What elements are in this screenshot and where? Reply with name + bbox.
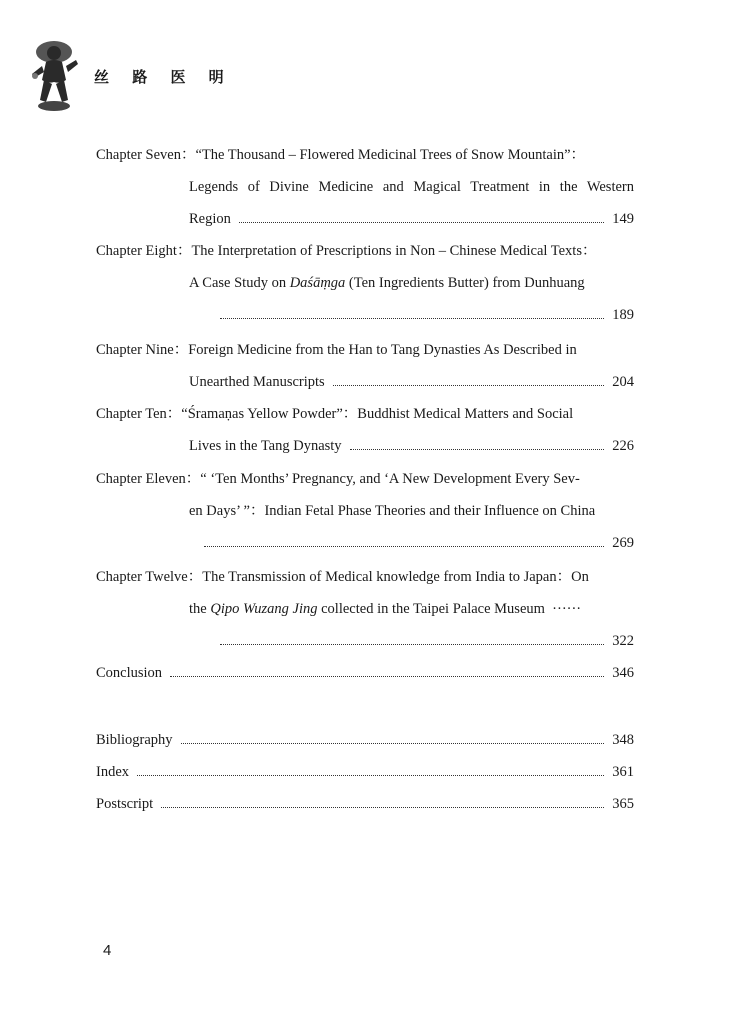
chapter-title-end: Lives in the Tang Dynasty [189,438,342,454]
colon: ： [187,569,203,585]
dot-leader [137,775,604,776]
chapter-title-part: On [571,569,589,585]
bodhisattva-figure-icon [30,40,80,114]
chapter-title: The Interpretation of Prescriptions in Non – Chinese Medical Texts [191,243,582,259]
chapter-title-part: en Days’ ” [189,503,250,519]
chapter-label: Chapter Twelve [96,569,188,585]
chapter-title: “ ‘Ten Months’ Pregnancy, and ‘A New Development Every Sev- [200,471,580,487]
dot-leader [220,318,604,319]
colon: ： [166,406,182,422]
toc-entry-chapter-ten[interactable] [96,401,634,427]
chapter-label: Chapter Seven [96,147,181,163]
entry-label: Postscript [96,796,154,812]
dot-leader [333,385,605,386]
toc-entry-chapter-nine-page-line[interactable] [189,369,634,395]
entry-label: Bibliography [96,732,173,748]
page-number: 204 [612,374,634,390]
colon: ： [173,342,189,358]
chapter-label: Chapter Nine [96,342,174,358]
page-number: 365 [612,796,634,812]
toc-entry-chapter-eleven[interactable] [96,466,634,492]
chapter-title-end: Region [189,211,231,227]
toc-entry-chapter-ten-page-line[interactable] [189,433,634,459]
page-number: 348 [612,732,634,748]
chapter-title: Foreign Medicine from the Han to Tang Dynasties As Described in [188,342,577,358]
colon: ： [570,147,586,163]
chapter-title: “The Thousand – Flowered Medicinal Trees of Snow Mountain” [195,147,571,163]
page-number: 346 [612,665,634,681]
dot-leader [170,676,604,677]
page-number: 269 [612,535,634,551]
colon: ： [185,471,201,487]
folio-page-number: 4 [103,942,112,959]
dot-leader [181,743,605,744]
toc-entry-chapter-eight-page-line[interactable] [220,302,634,328]
chapter-title: The Transmission of Medical knowledge from India to Japan [202,569,557,585]
book-series-title: 丝 路 医 明 [94,68,233,86]
chapter-title-continued [189,498,634,524]
dot-leader [204,546,604,547]
colon: ： [581,243,597,259]
page-number: 189 [612,307,634,323]
chapter-title-continued [189,596,634,622]
dot-leader [161,807,604,808]
chapter-title-part: (Ten Ingredients Butter) from Dunhuang [348,275,585,291]
chapter-title-end: Unearthed Manuscripts [189,374,325,390]
dot-leader [350,449,605,450]
toc-entry-chapter-seven[interactable] [96,142,634,168]
chapter-title-part: Indian Fetal Phase Theories and their Influence on China [264,503,596,519]
toc-entry-chapter-twelve-page-line[interactable] [220,628,634,654]
page-number: 149 [612,211,634,227]
entry-label: Index [96,764,130,780]
chapter-label: Chapter Eleven [96,471,186,487]
entry-label: Conclusion [96,665,163,681]
toc-entry-chapter-seven-page-line[interactable] [189,206,634,232]
chapter-label: Chapter Ten [96,406,167,422]
chapter-title: “Śramaṇas Yellow Powder” [181,406,343,422]
toc-entry-chapter-eleven-page-line[interactable] [204,530,634,556]
toc-entry-bibliography[interactable] [96,727,634,753]
chapter-title-continued: Legends of Divine Medicine and Magical Treatment in the Western [189,179,634,195]
chapter-title-part: the [189,601,207,617]
chapter-title-italic: Daśāṃga [289,275,346,291]
toc-entry-postscript[interactable] [96,791,634,817]
chapter-title-part: collected in the Taipei Palace Museum [321,601,545,617]
colon: ： [249,503,265,519]
toc-entry-chapter-nine[interactable] [96,337,634,363]
page-number: 322 [612,633,634,649]
colon: ： [176,243,192,259]
page-number: 361 [612,764,634,780]
dot-leader [220,644,604,645]
chapter-title-continued [189,270,634,296]
colon: ： [180,147,196,163]
chapter-title-italic: Qipo Wuzang Jing [210,601,318,617]
colon: ： [342,406,358,422]
colon: ： [556,569,572,585]
continuation-dots: ······ [552,601,582,617]
toc-entry-conclusion[interactable] [96,660,634,686]
page-number: 226 [612,438,634,454]
chapter-title-part: A Case Study on [189,275,287,291]
chapter-title-part: Buddhist Medical Matters and Social [357,406,574,422]
toc-entry-chapter-twelve[interactable] [96,564,634,590]
toc-entry-index[interactable] [96,759,634,785]
chapter-label: Chapter Eight [96,243,177,259]
dot-leader [239,222,604,223]
toc-entry-chapter-eight[interactable] [96,238,634,264]
